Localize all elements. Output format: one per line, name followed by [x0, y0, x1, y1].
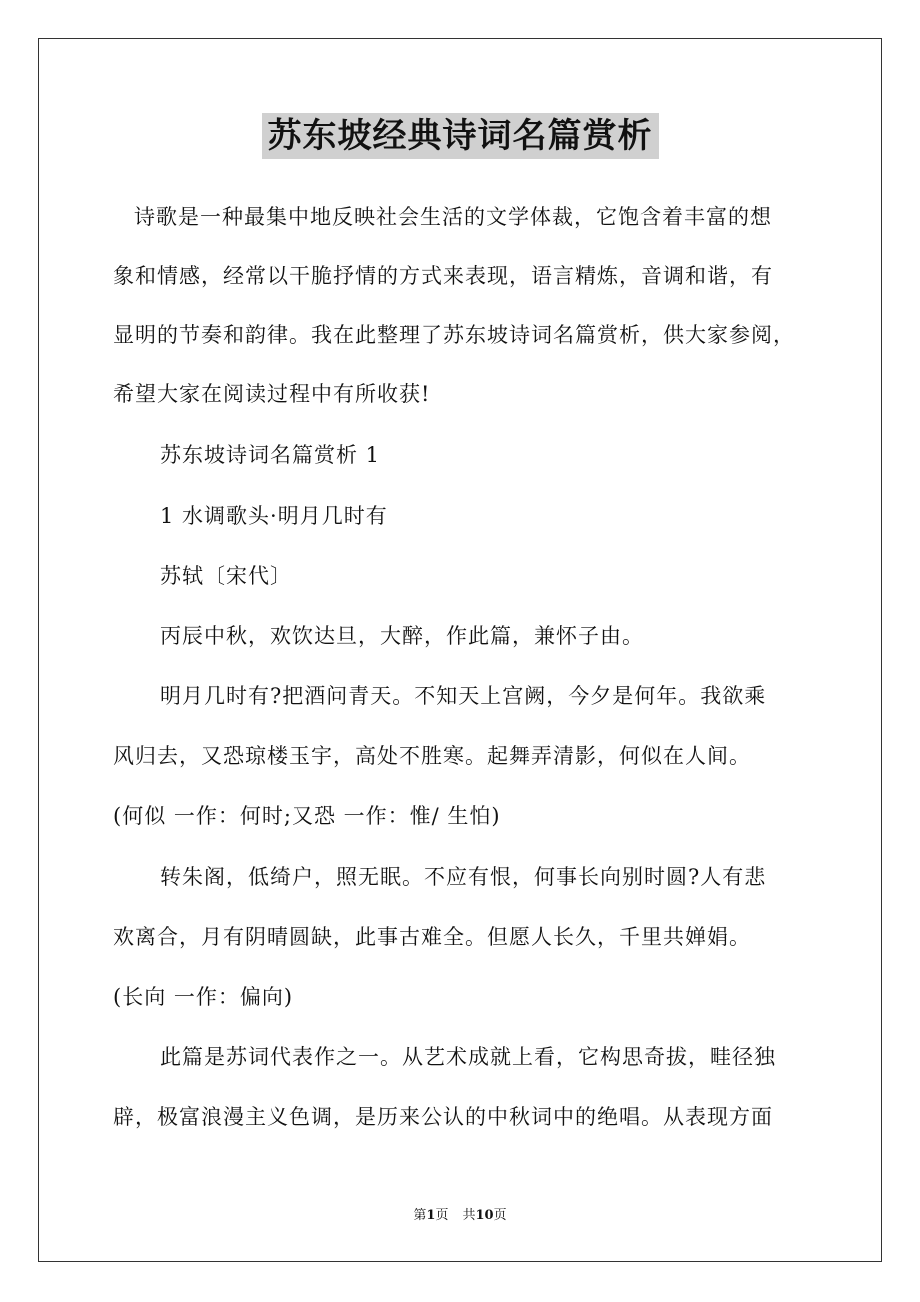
- intro-line-4: 希望大家在阅读过程中有所收获!: [113, 382, 431, 406]
- stanza1-line-2: 风归去，又恐琼楼玉宇，高处不胜寒。起舞弄清影，何似在人间。: [113, 744, 751, 768]
- poem-title: 1 水调歌头·明月几时有: [160, 504, 388, 528]
- analysis-line-2: 辟，极富浪漫主义色调，是历来公认的中秋词中的绝唱。从表现方面: [113, 1105, 773, 1129]
- intro-line-1: 诗歌是一种最集中地反映社会生活的文学体裁，它饱含着丰富的想: [134, 205, 772, 229]
- intro-line-3: 显明的节奏和韵律。我在此整理了苏东坡诗词名篇赏析，供大家参阅，: [113, 323, 795, 347]
- stanza1-line-1: 明月几时有?把酒问青天。不知天上宫阙，今夕是何年。我欲乘: [160, 684, 767, 708]
- stanza2-line-1: 转朱阁，低绮户，照无眠。不应有恨，何事长向别时圆?人有悲: [160, 865, 767, 889]
- section-heading: 苏东坡诗词名篇赏析 1: [160, 443, 381, 467]
- footer-total-prefix: 共: [462, 1208, 476, 1223]
- footer-total-suffix: 页: [493, 1208, 507, 1223]
- footer-prefix: 第: [413, 1208, 427, 1223]
- stanza1-note: (何似 一作：何时;又恐 一作：惟/ 生怕): [113, 804, 501, 828]
- footer-page-suffix: 页: [435, 1208, 449, 1223]
- poem-author: 苏轼〔宋代〕: [160, 564, 292, 588]
- footer-total-pages: 10: [475, 1208, 494, 1223]
- poem-preface: 丙辰中秋，欢饮达旦，大醉，作此篇，兼怀子由。: [160, 624, 644, 648]
- page-footer: [0, 1207, 920, 1225]
- intro-line-2: 象和情感，经常以干脆抒情的方式来表现，语言精炼，音调和谐，有: [113, 264, 773, 288]
- stanza2-line-2: 欢离合，月有阴晴圆缺，此事古难全。但愿人长久，千里共婵娟。: [113, 925, 751, 949]
- document-title: [0, 113, 920, 159]
- stanza2-note: (长向 一作：偏向): [113, 985, 294, 1009]
- analysis-line-1: 此篇是苏词代表作之一。从艺术成就上看，它构思奇拔，畦径独: [160, 1045, 776, 1069]
- document-title-text: 苏东坡经典诗词名篇赏析: [262, 113, 659, 159]
- footer-page-number: 1: [426, 1208, 436, 1223]
